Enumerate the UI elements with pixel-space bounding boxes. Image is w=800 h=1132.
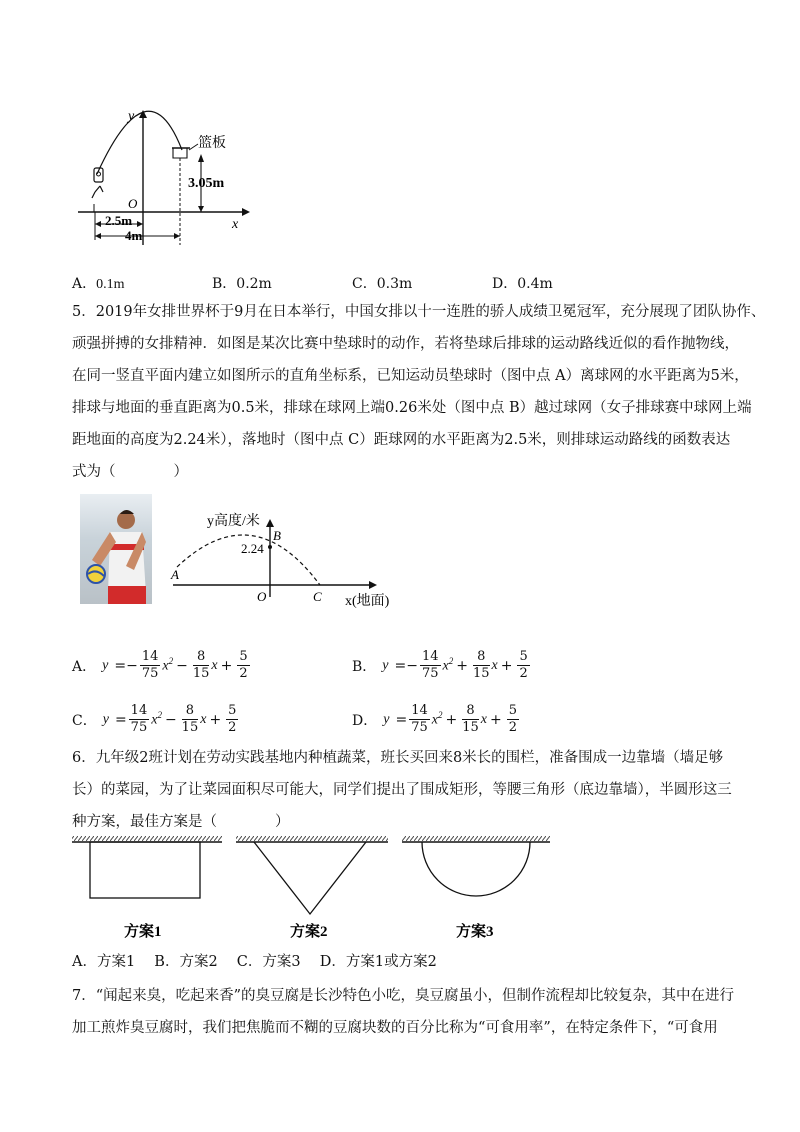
dist1-label: 2.5m [105, 213, 133, 228]
backboard-icon [172, 148, 190, 245]
origin-label: O [257, 589, 267, 604]
ball-trajectory [97, 111, 182, 174]
basketball-figure [70, 100, 270, 245]
q5-line-2: 顽强拼搏的女排精神．如图是某次比赛中垫球时的动作，若将垫球后排球的运动路线近似的看作抛物线， [72, 336, 739, 352]
point-b [268, 545, 272, 549]
q5-line-1: 5．2019年女排世界杯于9月在日本举行，中国女排以十一连胜的骄人成绩卫冕冠军，充分展现了团队协作、 [72, 304, 766, 320]
origin-label: O [128, 196, 138, 211]
q5-option-c[interactable]: C． y = $\frac{14}{75}$ $x^2$ − $\frac{8}{15}$ x + $\frac{5}{2}$ [72, 703, 237, 735]
board-label: 篮板 [198, 136, 226, 151]
plan-1-label: 方案1 [124, 924, 162, 940]
q5-line-3: 在同一竖直平面内建立如图所示的直角坐标系，已知运动员垫球时（图中点 A）离球网的水平距离为5米， [72, 368, 749, 384]
q5-line-6: 式为（ ） [72, 464, 188, 480]
q5-option-a[interactable]: A． y = − $\frac{14}{75}$ $x^2$ − $\frac{8}{15}$ x + $\frac{5}{2}$ [72, 649, 248, 681]
volleyball-figure [165, 505, 405, 615]
x-axis-label: x(地面) [345, 594, 390, 609]
y-axis-label: y [128, 109, 135, 124]
q4-option-a[interactable]: A．0.1m [72, 276, 125, 292]
q5-line-5: 距地面的高度为2.24米），落地时（图中点 C）距球网的水平距离为2.5米，则排球运动路线的函数表达 [72, 432, 731, 448]
q6-line-2: 长）的菜园，为了让菜园面积尽可能大，同学们提出了围成矩形，等腰三角形（底边靠墙），半圆形这三 [72, 782, 732, 798]
q6-line-1: 6．九年级2班计划在劳动实践基地内种植蔬菜，班长买回来8米长的围栏，准备围成一边靠墙（墙足够 [72, 750, 724, 766]
q7-line-2: 加工煎炸臭豆腐时，我们把焦脆而不糊的豆腐块数的百分比称为“可食用率”，在特定条件下，“可食用 [72, 1020, 718, 1036]
q5-option-b[interactable]: B． y = − $\frac{14}{75}$ $x^2$ + $\frac{8}{15}$ x + $\frac{5}{2}$ [352, 649, 528, 681]
plan-3-diagram [402, 836, 550, 896]
x-axis-label: x [232, 217, 239, 232]
q7-line-1: 7．“闻起来臭，吃起来香”的臭豆腐是长沙特色小吃，臭豆腐虽小，但制作流程却比较复杂，其中在进行 [72, 988, 735, 1004]
plan-1-diagram [72, 836, 222, 898]
q6-options[interactable]: A．方案1 B．方案2 C．方案3 D．方案1或方案2 [72, 954, 437, 970]
q5-option-d[interactable]: D． y = $\frac{14}{75}$ $x^2$ + $\frac{8}{15}$ x + $\frac{5}{2}$ [352, 703, 517, 735]
point-c-label: C [313, 589, 322, 604]
height-label: 3.05m [188, 176, 225, 191]
q5-line-4: 排球与地面的垂直距离为0.5米，排球在球网上端0.26米处（图中点 B）越过球网（女子排球赛中球网上端 [72, 400, 752, 416]
point-b-label: B [273, 528, 281, 543]
plan-2-diagram [236, 836, 388, 914]
y-axis-label: y高度/米 [207, 514, 260, 529]
q6-line-3: 种方案，最佳方案是（ ） [72, 814, 290, 830]
dist2-label: 4m [125, 228, 143, 243]
plan-3-label: 方案3 [456, 924, 494, 940]
x-axis-arrow [242, 208, 250, 216]
q4-option-c[interactable]: C．0.3m [352, 276, 413, 292]
point-a-label: A [171, 567, 179, 582]
plans-figure [66, 836, 556, 946]
volleyball-player-photo [80, 494, 152, 604]
player-icon [92, 168, 103, 212]
plan-2-label: 方案2 [290, 924, 328, 940]
value-label: 2.24 [241, 541, 264, 556]
q4-option-b[interactable]: B．0.2m [212, 276, 272, 292]
q4-option-d[interactable]: D．0.4m [492, 276, 553, 292]
